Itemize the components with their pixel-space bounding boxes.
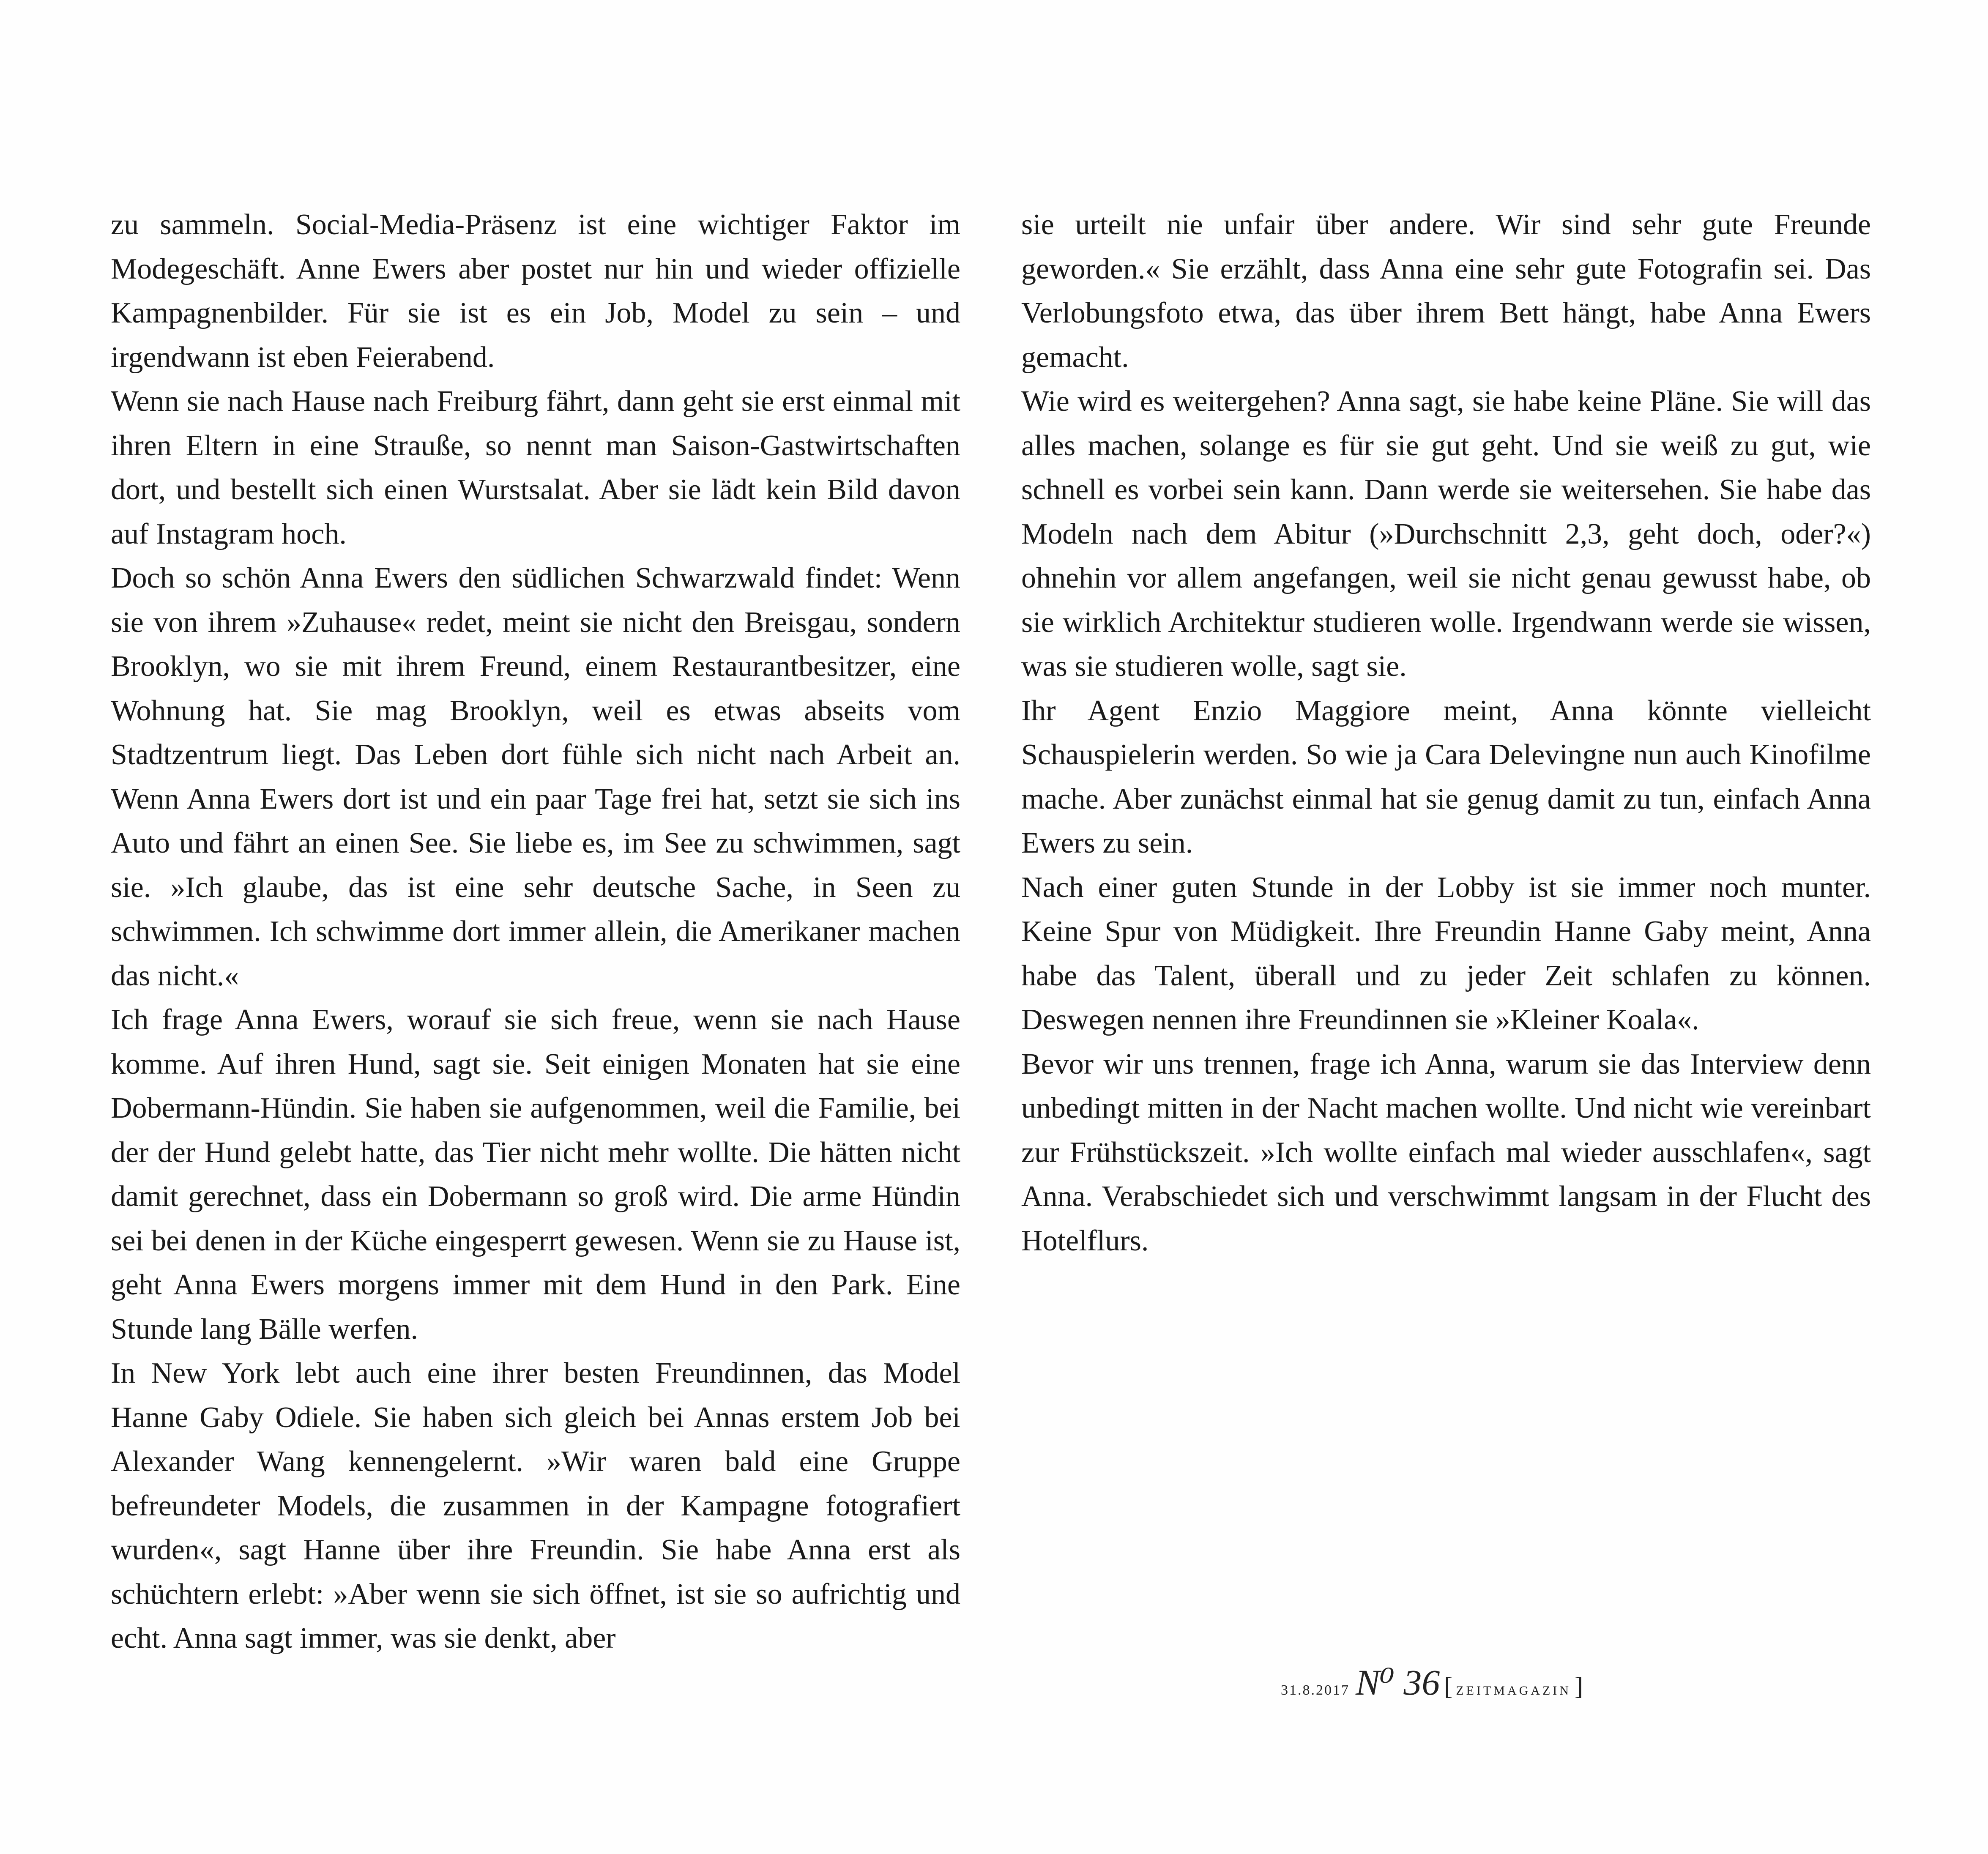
magazine-name: ZEITMAGAZIN: [1456, 1684, 1571, 1698]
bracket-close: ]: [1574, 1672, 1583, 1700]
paragraph: Wenn sie nach Hause nach Freiburg fährt, dann geht sie erst einmal mit ihren Eltern in eine Strauße, so nennt man Saison-Gastwirtschaften dort, und bestellt sich einen Wurstsalat. Aber sie lädt kein Bild davon auf Instagram hoch.: [111, 385, 960, 550]
paragraph: Ich frage Anna Ewers, worauf sie sich freue, wenn sie nach Hause komme. Auf ihren Hund, sagt sie. Seit einigen Monaten hat sie eine Dobermann-Hündin. Sie haben sie aufgenommen, weil die Familie, bei der der Hund gelebt hatte, das Tier nicht mehr wollte. Die hätten nicht damit gerechnet, dass ein Dobermann so groß wird. Die arme Hündin sei bei denen in der Küche eingesperrt gewesen. Wenn sie zu Hause ist, geht Anna Ewers morgens immer mit dem Hund in den Park. Eine Stunde lang Bälle werfen.: [111, 1004, 960, 1345]
paragraph: Bevor wir uns trennen, frage ich Anna, warum sie das Interview denn unbedingt mitten in der Nacht machen wollte. Und nicht wie vereinbart zur Frühstückszeit. »Ich wollte einfach mal wieder ausschlafen«, sagt Anna. Verabschiedet sich und verschwimmt langsam in der Flucht des Hotelflurs.: [1021, 1047, 1871, 1257]
paragraph: Nach einer guten Stunde in der Lobby ist sie immer noch munter. Keine Spur von Müdigkeit. Ihre Freundin Hanne Gaby meint, Anna habe das Talent, überall und zu jeder Zeit schlafen zu können. Deswegen nennen ihre Freundinnen sie »Kleiner Koala«.: [1021, 871, 1871, 1036]
article-column-right: [1021, 203, 1871, 1263]
paragraph: sie urteilt nie unfair über andere. Wir sind sehr gute Freunde geworden.« Sie erzählt, dass Anna eine sehr gute Fotografin sei. Das Verlobungsfoto etwa, das über ihrem Bett hängt, habe Anna Ewers gemacht.: [1021, 208, 1871, 374]
article-column-left: [111, 203, 960, 1661]
issue-date: 31.8.2017: [1281, 1682, 1350, 1698]
paragraph: In New York lebt auch eine ihrer besten Freundinnen, das Model Hanne Gaby Odiele. Sie haben sich gleich bei Annas erstem Job bei Alexander Wang kennengelernt. »Wir waren bald eine Gruppe befreundeter Models, die zusammen in der Kampagne fotografiert wurden«, sagt Hanne über ihre Freundin. Sie habe Anna erst als schüchtern erlebt: »Aber wenn sie sich öffnet, ist sie so aufrichtig und echt. Anna sagt immer, was sie denkt, aber: [111, 1357, 960, 1654]
page-footer: [1281, 1661, 1583, 1704]
paragraph: Ihr Agent Enzio Maggiore meint, Anna könnte vielleicht Schauspielerin werden. So wie ja Cara Delevingne nun auch Kinofilme mache. Aber zunächst einmal hat sie genug damit zu tun, einfach Anna Ewers zu sein.: [1021, 694, 1871, 859]
issue-number: N⁰ 36: [1356, 1662, 1440, 1703]
paragraph: zu sammeln. Social-Media-Präsenz ist eine wichtiger Faktor im Modegeschäft. Anne Ewers aber postet nur hin und wieder offizielle Kampagnenbilder. Für sie ist es ein Job, Model zu sein – und irgendwann ist eben Feierabend.: [111, 208, 960, 374]
paragraph: Wie wird es weitergehen? Anna sagt, sie habe keine Pläne. Sie will das alles machen, solange es für sie gut geht. Und sie weiß zu gut, wie schnell es vorbei sein kann. Dann werde sie weitersehen. Sie habe das Modeln nach dem Abitur (»Durchschnitt 2,3, geht doch, oder?«) ohnehin vor allem angefangen, weil sie nicht genau gewusst habe, ob sie wirklich Architektur studieren wolle. Irgendwann werde sie wissen, was sie studieren wolle, sagt sie.: [1021, 385, 1871, 683]
paragraph: Doch so schön Anna Ewers den südlichen Schwarzwald findet: Wenn sie von ihrem »Zuhause« redet, meint sie nicht den Breisgau, sondern Brooklyn, wo sie mit ihrem Freund, einem Restaurantbesitzer, eine Wohnung hat. Sie mag Brooklyn, weil es etwas abseits vom Stadtzentrum liegt. Das Leben dort fühle sich nicht nach Arbeit an. Wenn Anna Ewers dort ist und ein paar Tage frei hat, setzt sie sich ins Auto und fährt an einen See. Sie liebe es, im See zu schwimmen, sagt sie. »Ich glaube, das ist eine sehr deutsche Sache, in Seen zu schwimmen. Ich schwimme dort immer allein, die Amerikaner machen das nicht.«: [111, 562, 960, 992]
bracket-open: [: [1444, 1672, 1453, 1700]
